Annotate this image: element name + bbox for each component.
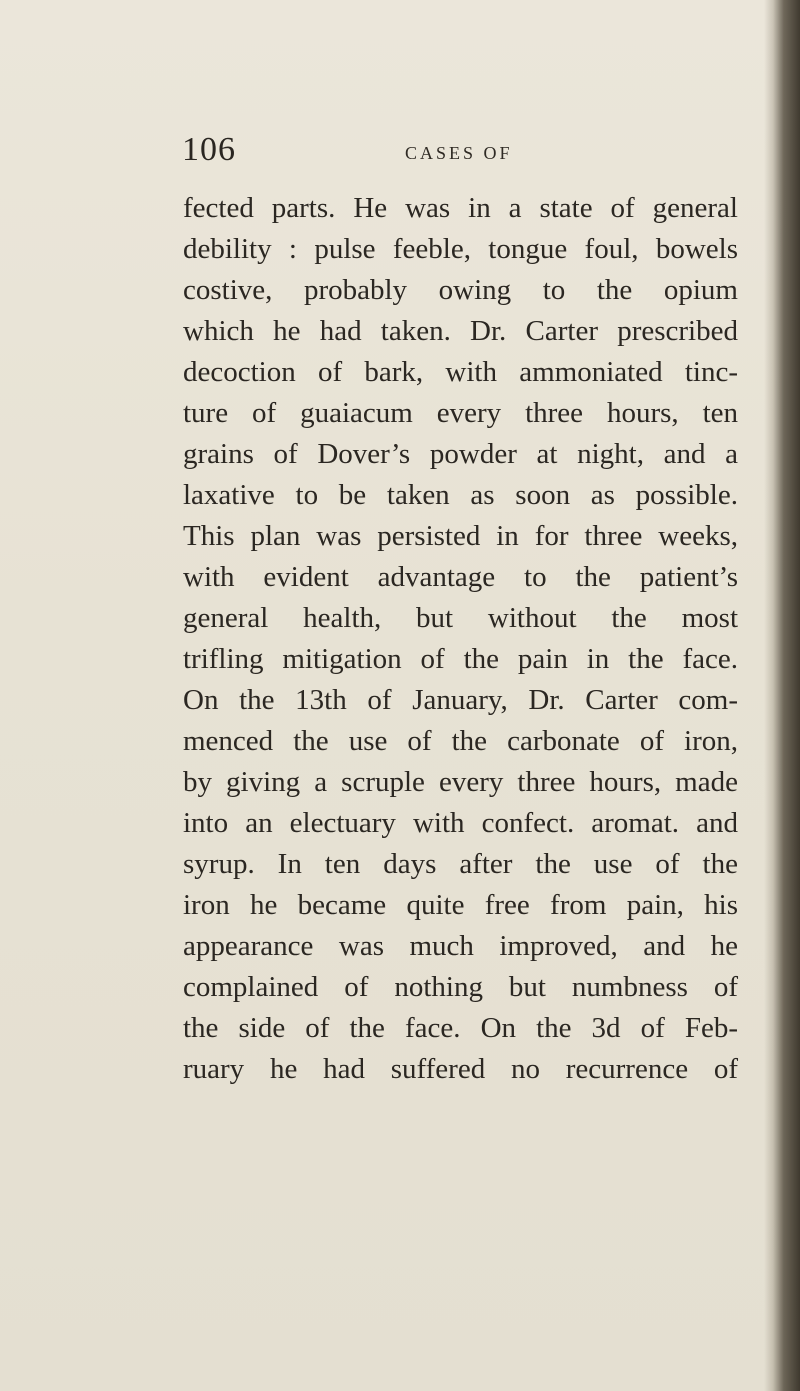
running-head: CASES OF (405, 143, 513, 163)
text-line: On the 13th of January, Dr. Carter com- (183, 684, 738, 716)
text-line: the side of the face. On the 3d of Feb- (183, 1012, 738, 1044)
text-line: debility : pulse feeble, tongue foul, bowels (183, 233, 738, 265)
text-line: laxative to be taken as soon as possible. (183, 479, 738, 511)
text-line: decoction of bark, with ammoniated tinc- (183, 356, 738, 388)
text-line: iron he became quite free from pain, his (183, 889, 738, 921)
text-line: syrup. In ten days after the use of the (183, 848, 738, 880)
text-line: by giving a scruple every three hours, made (183, 766, 738, 798)
text-line: grains of Dover’s powder at night, and a (183, 438, 738, 470)
text-line: trifling mitigation of the pain in the face. (183, 643, 738, 675)
text-line: appearance was much improved, and he (183, 930, 738, 962)
text-line: which he had taken. Dr. Carter prescribed (183, 315, 738, 347)
text-line: complained of nothing but numbness of (183, 971, 738, 1003)
text-line: This plan was persisted in for three weeks, (183, 520, 738, 552)
page-header (0, 131, 760, 171)
text-line: into an electuary with confect. aromat. and (183, 807, 738, 839)
text-line: fected parts. He was in a state of general (183, 192, 738, 224)
body-text (183, 188, 738, 1090)
text-line: ture of guaiacum every three hours, ten (183, 397, 738, 429)
text-line: costive, probably owing to the opium (183, 274, 738, 306)
text-line: general health, but without the most (183, 602, 738, 634)
page-edge-shadow (764, 0, 800, 1391)
text-line: menced the use of the carbonate of iron, (183, 725, 738, 757)
text-line: ruary he had suffered no recurrence of (183, 1053, 738, 1085)
text-line: with evident advantage to the patient’s (183, 561, 738, 593)
page-number: 106 (182, 131, 236, 168)
